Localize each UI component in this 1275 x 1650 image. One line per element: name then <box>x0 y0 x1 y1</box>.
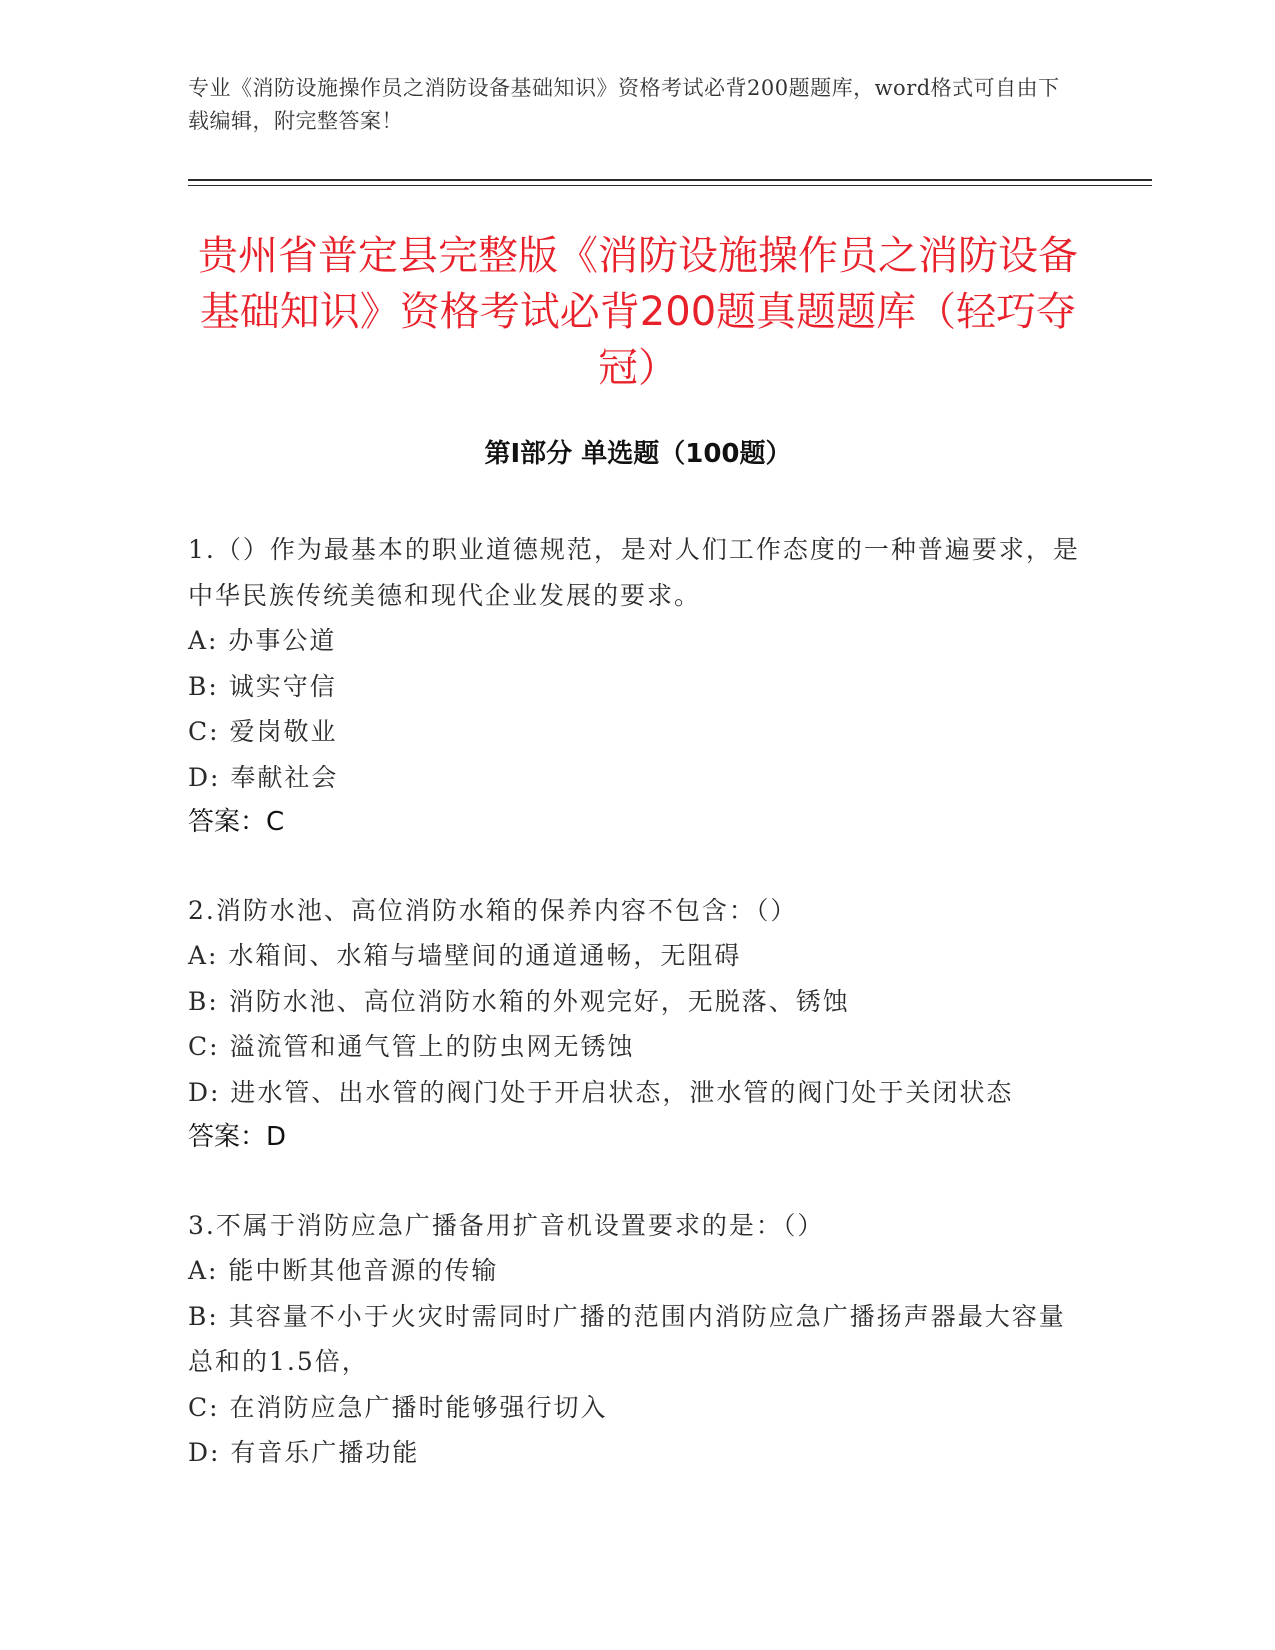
option-c: C: 溢流管和通气管上的防虫网无锈蚀 <box>188 1032 635 1061</box>
option-c: C: 爱岗敬业 <box>188 717 338 746</box>
option-b: B: 诚实守信 <box>188 671 337 701</box>
answer: 答案：D <box>188 1122 287 1152</box>
option-c: C: 在消防应急广播时能够强行切入 <box>188 1392 608 1422</box>
option-a: A: 能中断其他音源的传输 <box>188 1256 499 1285</box>
question-list <box>188 527 1088 1518</box>
option-b: B: 其容量不小于火灾时需同时广播的范围内消防应急广播扬声器最大容量总和的1.5倍， <box>188 1301 1066 1376</box>
answer: 答案：C <box>188 807 285 837</box>
document-title: 贵州省普定县完整版《消防设施操作员之消防设备基础知识》资格考试必背200题真题题库（轻巧夺冠） <box>198 233 1078 391</box>
header-divider <box>188 179 1152 181</box>
option-d: D: 进水管、出水管的阀门处于开启状态，泄水管的阀门处于关闭状态 <box>188 1077 1014 1107</box>
option-a: A: 水箱间、水箱与墙壁间的通道通畅，无阻碍 <box>188 941 742 970</box>
question-stem: 3.不属于消防应急广播备用扩音机设置要求的是：（） <box>188 1210 825 1240</box>
header-note: 专业《消防设施操作员之消防设备基础知识》资格考试必背200题题库，word格式可自由下载编辑，附完整答案！ <box>188 76 1060 133</box>
section-title: 第I部分 单选题（100题） <box>484 439 792 469</box>
option-d: D: 有音乐广播功能 <box>188 1438 420 1467</box>
option-a: A: 办事公道 <box>188 626 337 655</box>
question-1 <box>188 527 1088 846</box>
question-stem: 2.消防水池、高位消防水箱的保养内容不包含：（） <box>188 895 798 925</box>
option-b: B: 消防水池、高位消防水箱的外观完好，无脱落、锈蚀 <box>188 986 850 1016</box>
question-2 <box>188 888 1088 1161</box>
question-stem: 1.（）作为最基本的职业道德规范，是对人们工作态度的一种普遍要求，是中华民族传统美德和现代企业发展的要求。 <box>188 535 1080 610</box>
question-3 <box>188 1203 1088 1476</box>
header-divider-thin <box>188 185 1152 186</box>
option-d: D: 奉献社会 <box>188 762 339 792</box>
